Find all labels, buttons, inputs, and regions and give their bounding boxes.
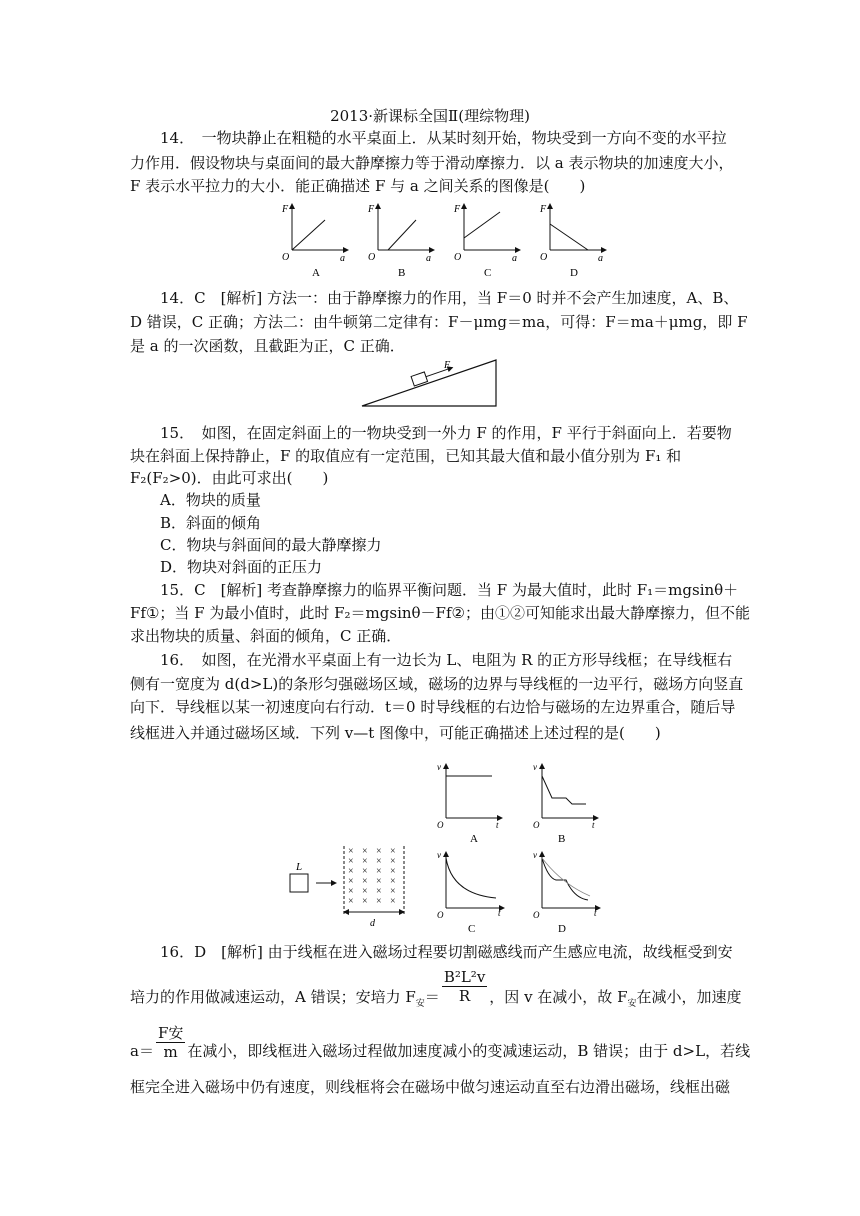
field-cross-mark: × xyxy=(376,856,382,867)
q15-option-d: D．物块对斜面的正压力 xyxy=(160,558,323,576)
field-cross-mark: × xyxy=(362,896,368,907)
field-cross-mark: × xyxy=(348,846,354,857)
field-crosses xyxy=(348,846,396,907)
field-cross-mark: × xyxy=(348,886,354,897)
q14-graph-A-origin: O xyxy=(282,252,290,263)
field-cross-mark: × xyxy=(348,896,354,907)
q14-graph-D-origin: O xyxy=(540,252,548,263)
q14-graph-A-xlabel: a xyxy=(340,253,345,264)
q16-graphs xyxy=(426,760,606,938)
q14-graph-C xyxy=(453,204,520,279)
q15-line-2: 块在斜面上保持静止，F 的取值应有一定范围，已知其最大值和最小值分别为 F₁ 和 xyxy=(130,447,682,465)
field-cross-mark: × xyxy=(390,866,396,877)
q15-option-c: C．物块与斜面间的最大静摩擦力 xyxy=(160,536,382,554)
page-title: 2013·新课标全国Ⅱ(理综物理) xyxy=(330,107,530,125)
field-width-label: d xyxy=(370,918,375,929)
field-cross-mark: × xyxy=(348,876,354,887)
square-side-label: L xyxy=(296,861,303,873)
q16-graph-B xyxy=(533,762,598,845)
q14-graph-B-origin: O xyxy=(368,252,376,263)
a14-line-2: D 错误，C 正确；方法二：由牛顿第二定律有：F－μmg＝ma，可得：F＝ma＋μmg，即 F xyxy=(130,313,748,331)
field-cross-mark: × xyxy=(390,876,396,887)
ampere-subscript: 安 xyxy=(415,999,425,1009)
q16-graph-C-xlabel: t xyxy=(498,908,501,918)
q16-graph-D-ylabel: v xyxy=(533,850,537,860)
field-cross-mark: × xyxy=(362,856,368,867)
q16-graph-B-xlabel: t xyxy=(592,820,595,830)
q14-graph-B-xlabel: a xyxy=(426,253,431,264)
q14-graph-C-ylabel: F xyxy=(454,204,461,215)
frac1-denominator: R xyxy=(458,986,471,1005)
q14-graph-C-label: C xyxy=(484,267,492,279)
q16-graph-B-label: B xyxy=(558,833,566,845)
field-cross-mark: × xyxy=(376,866,382,877)
q16-graph-D-xlabel: t xyxy=(594,908,597,918)
q14-graph-D-label: D xyxy=(570,267,578,279)
a16-line-3-part-b: 在减小，即线框进入磁场过程做加速度减小的变减速运动，B 错误；由于 d>L，若线 xyxy=(187,1042,751,1060)
q16-graph-C xyxy=(437,850,504,935)
q14-line-2: 力作用．假设物块与桌面间的最大静摩擦力等于滑动摩擦力．以 a 表示物块的加速度大小， xyxy=(130,154,734,172)
a16-line-1: 16．D [解析] 由于线框在进入磁场过程要切割磁感线而产生感应电流，故线框受到安 xyxy=(160,943,733,961)
field-cross-mark: × xyxy=(390,896,396,907)
a15-line-1: 15．C [解析] 考查静摩擦力的临界平衡问题．当 F 为最大值时，此时 F₁＝mgsinθ＋ xyxy=(160,581,739,599)
q14-graph-C-xlabel: a xyxy=(512,253,517,264)
a15-line-2: Ff①；当 F 为最小值时，此时 F₂＝mgsinθ－Ff②；由①②可知能求出最大静摩擦力，但不能 xyxy=(130,604,750,622)
q15-option-b: B．斜面的倾角 xyxy=(160,514,262,532)
q16-graph-B-ylabel: v xyxy=(533,762,537,772)
frac1-numerator: B²L²v xyxy=(443,967,486,986)
a14-line-1: 14．C [解析] 方法一：由于静摩擦力的作用，当 F＝0 时并不会产生加速度，A、B、 xyxy=(160,289,739,307)
field-cross-mark: × xyxy=(362,846,368,857)
ampere-force-fraction xyxy=(442,968,487,1005)
field-cross-mark: × xyxy=(390,846,396,857)
a16-line-2-part-a: 培力的作用做减速运动，A 错误；安培力 F xyxy=(130,988,416,1006)
field-cross-mark: × xyxy=(376,886,382,897)
q14-graph-B xyxy=(367,204,434,279)
q14-graph-A-label: A xyxy=(312,267,320,279)
q16-graph-B-origin: O xyxy=(533,820,540,830)
q14-line-3: F 表示水平拉力的大小．能正确描述 F 与 a 之间关系的图像是( ) xyxy=(130,177,586,195)
field-cross-mark: × xyxy=(376,846,382,857)
q14-graph-D xyxy=(539,204,606,279)
field-cross-mark: × xyxy=(390,886,396,897)
frac2-numerator: F安 xyxy=(157,1023,184,1042)
a15-line-3: 求出物块的质量、斜面的倾角，C 正确． xyxy=(130,627,402,645)
q16-graph-A xyxy=(437,762,502,845)
a16-line-2-part-b: ，因 v 在减小，故 F xyxy=(489,988,628,1006)
q16-graph-D-origin: O xyxy=(533,910,540,920)
q14-graph-D-ylabel: F xyxy=(540,204,547,215)
q16-graph-C-ylabel: v xyxy=(437,850,441,860)
q16-graph-A-xlabel: t xyxy=(496,820,499,830)
q15-option-a: A．物块的质量 xyxy=(160,491,261,509)
a16-line-2-part-c: 在减小，加速度 xyxy=(636,988,742,1006)
field-cross-mark: × xyxy=(362,876,368,887)
a14-line-3: 是 a 的一次函数，且截距为正，C 正确． xyxy=(130,337,405,355)
frac2-denominator: m xyxy=(163,1042,178,1061)
field-cross-mark: × xyxy=(376,896,382,907)
q16-line-1: 16． 如图，在光滑水平桌面上有一边长为 L、电阻为 R 的正方形导线框；在导线框右 xyxy=(160,651,733,669)
q16-graph-A-label: A xyxy=(470,833,478,845)
q16-graph-D-label: D xyxy=(558,923,566,935)
incline-figure xyxy=(360,356,500,408)
q14-graph-A xyxy=(281,204,348,279)
field-cross-mark: × xyxy=(362,886,368,897)
q14-graph-D-xlabel: a xyxy=(598,253,603,264)
q16-graph-A-ylabel: v xyxy=(437,762,441,772)
field-cross-mark: × xyxy=(348,856,354,867)
a16-line-3-part-a: a＝ xyxy=(130,1042,154,1060)
a16-line-2 xyxy=(130,967,742,1015)
q16-line-2: 侧有一宽度为 d(d>L)的条形匀强磁场区域，磁场的边界与导线框的一边平行，磁场方向竖直 xyxy=(130,675,744,693)
a16-line-3 xyxy=(130,1023,751,1062)
ampere-subscript-2: 安 xyxy=(627,999,637,1009)
force-label: F xyxy=(444,360,451,371)
q14-line-1: 14． 一物块静止在粗糙的水平桌面上．从某时刻开始，物块受到一方向不变的水平拉 xyxy=(160,129,727,147)
q16-graph-C-origin: O xyxy=(437,910,444,920)
q14-graph-B-ylabel: F xyxy=(368,204,375,215)
equals-sign: ＝ xyxy=(424,988,440,1006)
q14-graphs xyxy=(270,198,620,278)
q15-line-3: F₂(F₂>0)．由此可求出( ) xyxy=(130,469,329,487)
q14-graph-B-label: B xyxy=(398,267,406,279)
field-cross-mark: × xyxy=(390,856,396,867)
field-cross-mark: × xyxy=(348,866,354,877)
q16-graph-C-label: C xyxy=(468,923,476,935)
q14-graph-A-ylabel: F xyxy=(282,204,289,215)
q16-line-4: 线框进入并通过磁场区域．下列 v—t 图像中，可能正确描述上述过程的是( ) xyxy=(130,724,661,742)
field-cross-mark: × xyxy=(362,866,368,877)
q14-graph-C-origin: O xyxy=(454,252,462,263)
q16-graph-A-origin: O xyxy=(437,820,444,830)
q15-line-1: 15． 如图，在固定斜面上的一物块受到一外力 F 的作用，F 平行于斜面向上．若要物 xyxy=(160,424,732,442)
q16-line-3: 向下．导线框以某一初速度向右行动．t＝0 时导线框的右边恰与磁场的左边界重合，随后导 xyxy=(130,698,736,716)
field-cross-mark: × xyxy=(376,876,382,887)
magnetic-field-figure xyxy=(284,840,424,930)
q16-graph-D xyxy=(533,850,600,935)
a16-line-4: 框完全进入磁场中仍有速度，则线框将会在磁场中做匀速运动直至右边滑出磁场，线框出磁 xyxy=(130,1078,731,1096)
wire-frame-square xyxy=(290,874,308,892)
acceleration-fraction xyxy=(156,1024,185,1061)
